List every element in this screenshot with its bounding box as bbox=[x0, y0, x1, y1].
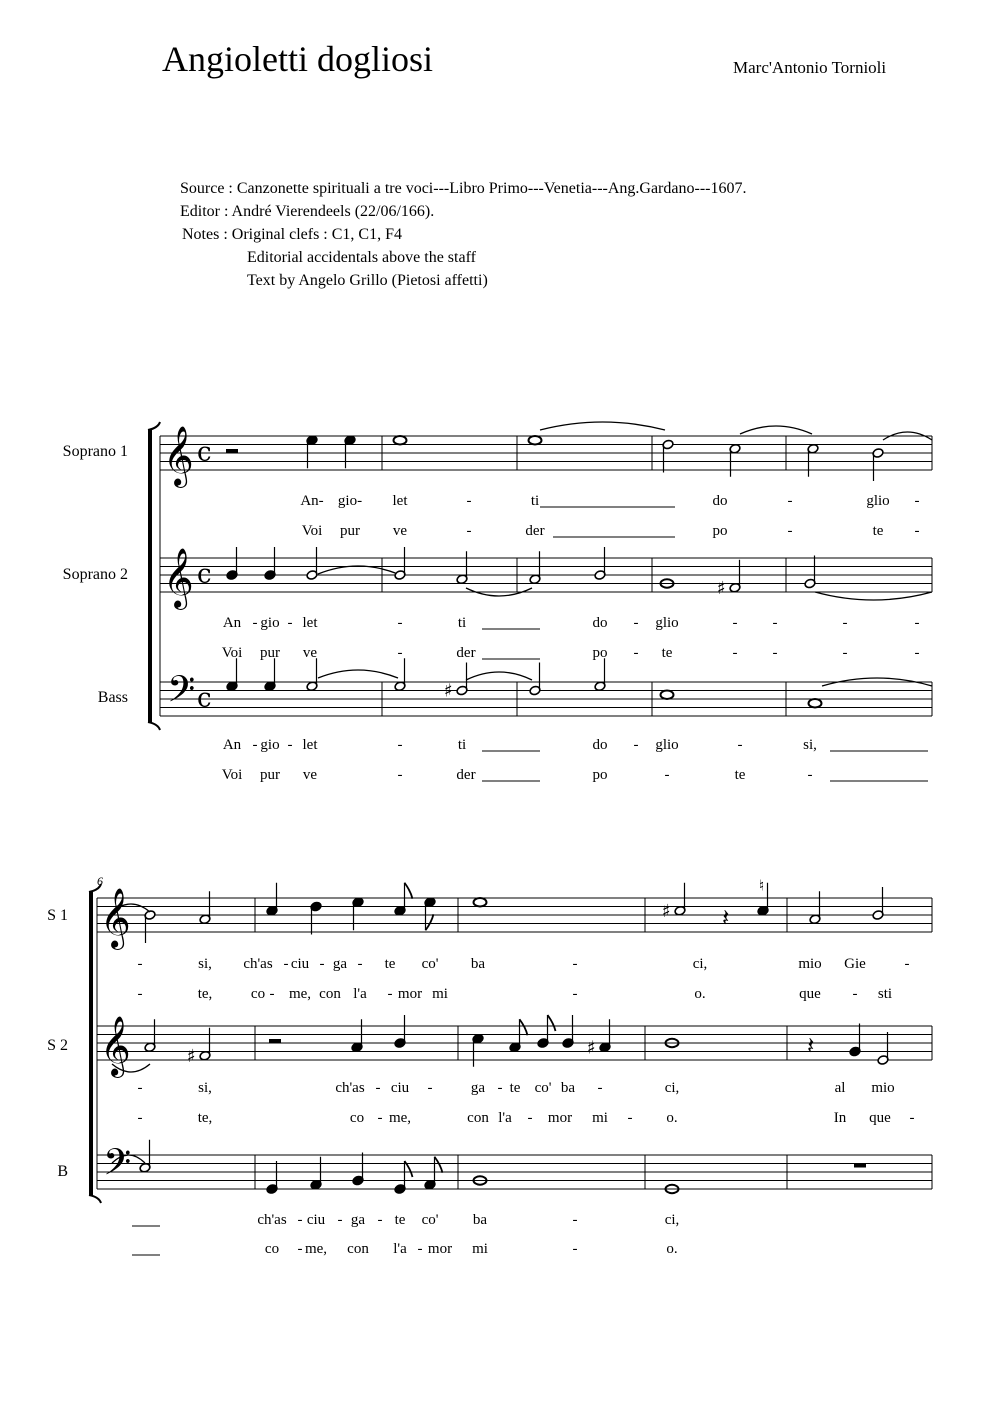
note bbox=[599, 1019, 611, 1052]
lyric-s2-verse1: si, bbox=[198, 1080, 212, 1096]
voice-label-s2: S 2 bbox=[47, 1037, 68, 1054]
piece-title: Angioletti dogliosi bbox=[162, 39, 434, 79]
lyric-s1-verse1: co' bbox=[421, 956, 439, 972]
note bbox=[344, 435, 356, 468]
bracket-bottom-hook bbox=[89, 1195, 101, 1203]
editor-line: Editor : André Vierendeels (22/06/166). bbox=[180, 203, 435, 220]
lyric-s1-verse1: - bbox=[319, 956, 325, 972]
lyric-bass-verse2: - bbox=[297, 1241, 303, 1257]
lyric-s1-verse1: - bbox=[137, 956, 143, 972]
note bbox=[456, 663, 468, 696]
lyric-s2-verse2: In bbox=[833, 1110, 847, 1126]
note bbox=[264, 547, 276, 580]
note bbox=[562, 1015, 574, 1048]
note bbox=[306, 435, 318, 468]
lyric-s1-verse1: ci, bbox=[692, 956, 708, 972]
lyric-s2-verse1: An bbox=[222, 615, 242, 631]
lyric-s1-verse1: mio bbox=[798, 956, 822, 972]
lyric-s2-verse1: ti bbox=[457, 615, 467, 631]
whole-note-head bbox=[474, 898, 487, 906]
lyric-s1-verse2: que bbox=[799, 986, 821, 1002]
note bbox=[509, 1019, 527, 1052]
lyric-s1-verse1: ciu bbox=[290, 956, 310, 972]
lyric-s1-verse1: - bbox=[787, 493, 793, 509]
lyric-s2-verse1: ba bbox=[560, 1080, 576, 1096]
lyric-bass-verse1: te bbox=[394, 1212, 406, 1228]
lyric-bass-verse2: o. bbox=[666, 1241, 678, 1257]
treble-clef-icon: 𝄞 bbox=[100, 888, 131, 948]
note bbox=[456, 551, 468, 584]
lyric-s2-verse1: - bbox=[914, 615, 920, 631]
lyric-bass-verse1: ba bbox=[472, 1212, 488, 1228]
lyric-s2-verse2: me, bbox=[388, 1110, 412, 1126]
tie bbox=[740, 426, 812, 434]
common-time-icon: c bbox=[197, 437, 212, 468]
note bbox=[729, 560, 741, 593]
eighth-flag bbox=[548, 1015, 556, 1031]
lyric-s2-verse1: gio bbox=[260, 615, 280, 631]
lyric-bass-verse1: - bbox=[287, 737, 293, 753]
lyric-s2-verse1: ci, bbox=[664, 1080, 680, 1096]
lyric-s2-verse2: - bbox=[137, 1110, 143, 1126]
lyric-s1-verse2: Voi bbox=[301, 523, 323, 539]
note bbox=[877, 1032, 889, 1065]
lyric-s2-verse1: - bbox=[597, 1080, 603, 1096]
tie bbox=[540, 422, 665, 430]
lyric-s1-verse2: der bbox=[525, 523, 545, 539]
note bbox=[264, 658, 276, 691]
note bbox=[872, 887, 884, 920]
lyric-bass-verse2: pur bbox=[260, 767, 280, 783]
sharp-icon: ♯ bbox=[662, 900, 671, 922]
lyric-s2-verse1: ciu bbox=[390, 1080, 410, 1096]
lyric-bass-verse2: mor bbox=[427, 1241, 453, 1257]
lyric-s2-verse2: - bbox=[627, 1110, 633, 1126]
voice-label-bass: Bass bbox=[97, 689, 128, 706]
whole-note-head bbox=[394, 436, 407, 444]
note bbox=[674, 883, 686, 916]
note bbox=[226, 547, 238, 580]
lyric-s1-verse2: - bbox=[852, 986, 858, 1002]
whole-rest-icon bbox=[854, 1164, 866, 1168]
lyric-s1-verse2: co bbox=[250, 986, 266, 1002]
lyric-s2-verse2: - bbox=[914, 645, 920, 661]
note bbox=[266, 883, 278, 916]
note bbox=[306, 658, 318, 691]
lyric-s1-verse2: me, bbox=[288, 986, 312, 1002]
lyric-s1-verse1: - bbox=[466, 493, 472, 509]
note bbox=[352, 897, 364, 930]
note bbox=[199, 891, 211, 924]
bass-clef-icon: 𝄢 bbox=[167, 668, 196, 720]
lyric-s1-verse2: sti bbox=[877, 986, 893, 1002]
note bbox=[310, 901, 322, 934]
lyric-s1-verse2: po bbox=[712, 523, 728, 539]
lyric-s1-verse1: - bbox=[904, 956, 910, 972]
treble-clef-icon: 𝄞 bbox=[100, 1016, 131, 1076]
lyric-s2-verse2: po bbox=[592, 645, 608, 661]
note bbox=[394, 883, 412, 916]
lyric-bass-verse1: - bbox=[377, 1212, 383, 1228]
lyric-s1-verse2: - bbox=[466, 523, 472, 539]
lyric-s2-verse2: - bbox=[377, 1110, 383, 1126]
note bbox=[199, 1028, 211, 1061]
lyric-bass-verse1: ga bbox=[350, 1212, 366, 1228]
lyric-s2-verse2: - bbox=[527, 1110, 533, 1126]
note bbox=[424, 897, 436, 930]
lyric-s1-verse1: let bbox=[392, 493, 408, 509]
lyric-s2-verse1: - bbox=[732, 615, 738, 631]
voice-label-soprano1: Soprano 1 bbox=[62, 443, 128, 460]
natural-icon: ♮ bbox=[759, 876, 765, 895]
lyric-bass-verse1: si, bbox=[803, 737, 817, 753]
sharp-icon: ♯ bbox=[187, 1045, 196, 1067]
voice-label-s1: S 1 bbox=[47, 907, 68, 924]
lyric-s1-verse2: o. bbox=[694, 986, 706, 1002]
note bbox=[310, 1157, 322, 1190]
staff-b bbox=[97, 1155, 932, 1189]
half-rest-icon bbox=[269, 1039, 281, 1043]
lyric-s1-verse1: - bbox=[572, 956, 578, 972]
lyric-s1-verse2: - bbox=[137, 986, 143, 1002]
treble-clef-icon: 𝄞 bbox=[163, 426, 194, 486]
lyric-s1-verse2: mi bbox=[432, 986, 448, 1002]
tie bbox=[466, 672, 532, 680]
lyric-s2-verse1: - bbox=[252, 615, 258, 631]
common-time-icon: c bbox=[197, 559, 212, 590]
lyric-bass-verse1: co' bbox=[421, 1212, 439, 1228]
note bbox=[394, 1015, 406, 1048]
whole-note-head bbox=[809, 699, 822, 707]
note bbox=[394, 658, 406, 691]
lyric-s1-verse2: l'a bbox=[353, 986, 367, 1002]
whole-note-head bbox=[661, 691, 674, 699]
voice-label-soprano2: Soprano 2 bbox=[62, 566, 128, 583]
lyric-s1-verse2: ve bbox=[392, 523, 408, 539]
lyric-s1-verse1: ti bbox=[530, 493, 540, 509]
lyric-s2-verse2: - bbox=[842, 645, 848, 661]
lyric-s2-verse2: Voi bbox=[221, 645, 243, 661]
note bbox=[352, 1153, 364, 1186]
tie bbox=[815, 592, 932, 600]
lyric-s1-verse2: - bbox=[387, 986, 393, 1002]
note bbox=[394, 436, 407, 444]
lyric-s2-verse2: te, bbox=[197, 1110, 213, 1126]
lyric-s1-verse1: do bbox=[712, 493, 728, 509]
note bbox=[306, 547, 318, 580]
lyric-s1-verse1: An- bbox=[300, 493, 324, 509]
lyric-bass-verse2: me, bbox=[304, 1241, 328, 1257]
lyric-s1-verse2: te, bbox=[197, 986, 213, 1002]
note bbox=[529, 436, 542, 444]
note bbox=[529, 551, 541, 584]
eighth-flag bbox=[435, 1157, 443, 1173]
lyric-bass-verse2: l'a bbox=[393, 1241, 407, 1257]
treble-clef-icon: 𝄞 bbox=[163, 548, 194, 608]
lyric-s2-verse1: te bbox=[509, 1080, 521, 1096]
note bbox=[472, 1033, 484, 1066]
lyric-s2-verse2: l'a bbox=[498, 1110, 512, 1126]
lyric-s2-verse1: - bbox=[497, 1080, 503, 1096]
measure-number: 6 bbox=[97, 874, 103, 888]
notes-line-text: Text by Angelo Grillo (Pietosi affetti) bbox=[247, 272, 488, 289]
lyric-bass-verse2: mi bbox=[472, 1241, 488, 1257]
lyric-s2-verse1: do bbox=[592, 615, 608, 631]
lyric-s2-verse2: mi bbox=[592, 1110, 608, 1126]
lyric-s2-verse2: - bbox=[909, 1110, 915, 1126]
eighth-flag bbox=[426, 914, 434, 930]
lyric-bass-verse1: ti bbox=[457, 737, 467, 753]
lyric-s2-verse2: mor bbox=[547, 1110, 573, 1126]
lyric-s2-verse1: - bbox=[427, 1080, 433, 1096]
lyric-bass-verse2: - bbox=[397, 767, 403, 783]
note bbox=[849, 1024, 861, 1057]
source-line: Source : Canzonette spirituali a tre voci---Libro Primo---Venetia---Ang.Gardano---1607. bbox=[180, 180, 747, 197]
lyric-s2-verse1: - bbox=[397, 615, 403, 631]
lyric-bass-verse2: con bbox=[347, 1241, 369, 1257]
lyric-s1-verse2: pur bbox=[340, 523, 360, 539]
half-rest-icon bbox=[226, 449, 238, 453]
lyric-bass-verse2: co bbox=[264, 1241, 280, 1257]
notes-line-accidentals: Editorial accidentals above the staff bbox=[247, 249, 476, 266]
lyric-s1-verse2: - bbox=[269, 986, 275, 1002]
note bbox=[729, 443, 741, 476]
common-time-icon: c bbox=[197, 683, 212, 714]
lyric-s2-verse2: o. bbox=[666, 1110, 678, 1126]
staff-soprano2 bbox=[160, 558, 932, 592]
lyric-bass-verse2: po bbox=[592, 767, 608, 783]
lyric-s1-verse2: - bbox=[572, 986, 578, 1002]
lyric-s1-verse1: te bbox=[384, 956, 396, 972]
lyric-s1-verse1: - bbox=[357, 956, 363, 972]
lyric-s1-verse1: Gie bbox=[844, 956, 866, 972]
quarter-rest-icon: 𝄽 bbox=[807, 1031, 815, 1060]
sharp-icon: ♯ bbox=[444, 680, 453, 702]
lyric-s2-verse1: - bbox=[633, 615, 639, 631]
lyric-s2-verse2: pur bbox=[260, 645, 280, 661]
note bbox=[872, 448, 884, 481]
lyric-s2-verse2: ve bbox=[302, 645, 318, 661]
composer-name: Marc'Antonio Tornioli bbox=[733, 58, 887, 77]
lyric-s2-verse2: der bbox=[456, 645, 476, 661]
lyric-bass-verse1: ciu bbox=[306, 1212, 326, 1228]
bass-clef-icon: 𝄢 bbox=[103, 1141, 132, 1193]
note bbox=[144, 910, 156, 943]
lyric-s1-verse1: si, bbox=[198, 956, 212, 972]
lyric-bass-verse1: ci, bbox=[664, 1212, 680, 1228]
note bbox=[424, 1157, 442, 1190]
lyric-s1-verse1: ga bbox=[332, 956, 348, 972]
lyric-s2-verse1: let bbox=[302, 615, 318, 631]
note bbox=[809, 699, 822, 707]
lyric-s2-verse2: - bbox=[633, 645, 639, 661]
lyric-bass-verse1: An bbox=[222, 737, 242, 753]
note bbox=[594, 547, 606, 580]
lyric-s1-verse2: - bbox=[914, 523, 920, 539]
lyric-s1-verse1: ba bbox=[470, 956, 486, 972]
lyric-bass-verse1: do bbox=[592, 737, 608, 753]
lyric-bass-verse1: - bbox=[337, 1212, 343, 1228]
lyric-s2-verse2: - bbox=[732, 645, 738, 661]
lyric-bass-verse2: - bbox=[417, 1241, 423, 1257]
lyric-bass-verse1: - bbox=[572, 1212, 578, 1228]
note bbox=[807, 443, 819, 476]
lyric-s2-verse1: ch'as bbox=[335, 1080, 365, 1096]
lyric-bass-verse2: ve bbox=[302, 767, 318, 783]
note bbox=[594, 658, 606, 691]
note bbox=[351, 1019, 363, 1052]
eighth-flag bbox=[405, 883, 413, 899]
lyric-s2-verse2: con bbox=[467, 1110, 489, 1126]
lyric-s2-verse1: - bbox=[137, 1080, 143, 1096]
note bbox=[662, 439, 674, 472]
tie bbox=[318, 670, 398, 678]
lyric-s1-verse1: - bbox=[283, 956, 289, 972]
lyric-bass-verse1: let bbox=[302, 737, 318, 753]
lyric-s1-verse1: - bbox=[914, 493, 920, 509]
note bbox=[394, 547, 406, 580]
lyric-s1-verse2: te bbox=[872, 523, 884, 539]
lyric-bass-verse1: ch'as bbox=[257, 1212, 287, 1228]
lyric-bass-verse2: te bbox=[734, 767, 746, 783]
note bbox=[144, 1019, 156, 1052]
note bbox=[226, 658, 238, 691]
lyric-bass-verse2: - bbox=[572, 1241, 578, 1257]
lyric-s1-verse2: mor bbox=[397, 986, 423, 1002]
quarter-rest-icon: 𝄽 bbox=[722, 903, 730, 932]
lyric-bass-verse1: glio bbox=[655, 737, 679, 753]
note bbox=[809, 891, 821, 924]
lyric-s2-verse1: - bbox=[375, 1080, 381, 1096]
lyric-s1-verse1: glio bbox=[866, 493, 890, 509]
note bbox=[804, 556, 816, 589]
bracket-bottom-hook bbox=[148, 722, 160, 730]
note bbox=[266, 1161, 278, 1194]
note bbox=[474, 898, 487, 906]
lyric-bass-verse1: gio bbox=[260, 737, 280, 753]
lyric-s2-verse2: - bbox=[397, 645, 403, 661]
eighth-flag bbox=[520, 1019, 528, 1035]
lyric-s1-verse2: con bbox=[319, 986, 341, 1002]
lyric-s2-verse1: - bbox=[842, 615, 848, 631]
lyric-s2-verse1: - bbox=[287, 615, 293, 631]
lyric-bass-verse2: der bbox=[456, 767, 476, 783]
voice-label-b: B bbox=[57, 1163, 68, 1180]
lyric-bass-verse1: - bbox=[397, 737, 403, 753]
sharp-icon: ♯ bbox=[717, 577, 726, 599]
lyric-bass-verse2: - bbox=[664, 767, 670, 783]
lyric-s2-verse2: te bbox=[661, 645, 673, 661]
lyric-s2-verse2: - bbox=[772, 645, 778, 661]
note bbox=[139, 1140, 151, 1173]
lyric-s1-verse1: ch'as bbox=[243, 956, 273, 972]
lyric-s2-verse1: ga bbox=[470, 1080, 486, 1096]
lyric-bass-verse1: - bbox=[252, 737, 258, 753]
bracket-top-hook bbox=[148, 422, 160, 430]
lyric-s2-verse1: mio bbox=[871, 1080, 895, 1096]
lyric-s1-verse1: gio- bbox=[337, 493, 363, 509]
lyric-s2-verse1: - bbox=[772, 615, 778, 631]
note bbox=[661, 691, 674, 699]
lyric-s2-verse2: que bbox=[869, 1110, 891, 1126]
whole-note-head bbox=[529, 436, 542, 444]
lyric-bass-verse1: - bbox=[633, 737, 639, 753]
lyric-s2-verse2: co bbox=[349, 1110, 365, 1126]
tie bbox=[318, 566, 398, 574]
lyric-bass-verse1: - bbox=[297, 1212, 303, 1228]
sharp-icon: ♯ bbox=[587, 1037, 596, 1059]
staff-s1 bbox=[97, 898, 932, 932]
lyric-bass-verse2: - bbox=[807, 767, 813, 783]
lyric-s2-verse1: al bbox=[834, 1080, 846, 1096]
lyric-bass-verse1: - bbox=[737, 737, 743, 753]
staff-soprano1 bbox=[160, 436, 932, 470]
lyric-s2-verse1: co' bbox=[534, 1080, 552, 1096]
notes-line: Notes : Original clefs : C1, C1, F4 bbox=[182, 226, 402, 243]
lyric-s1-verse2: - bbox=[787, 523, 793, 539]
lyric-bass-verse2: Voi bbox=[221, 767, 243, 783]
lyric-s2-verse1: glio bbox=[655, 615, 679, 631]
